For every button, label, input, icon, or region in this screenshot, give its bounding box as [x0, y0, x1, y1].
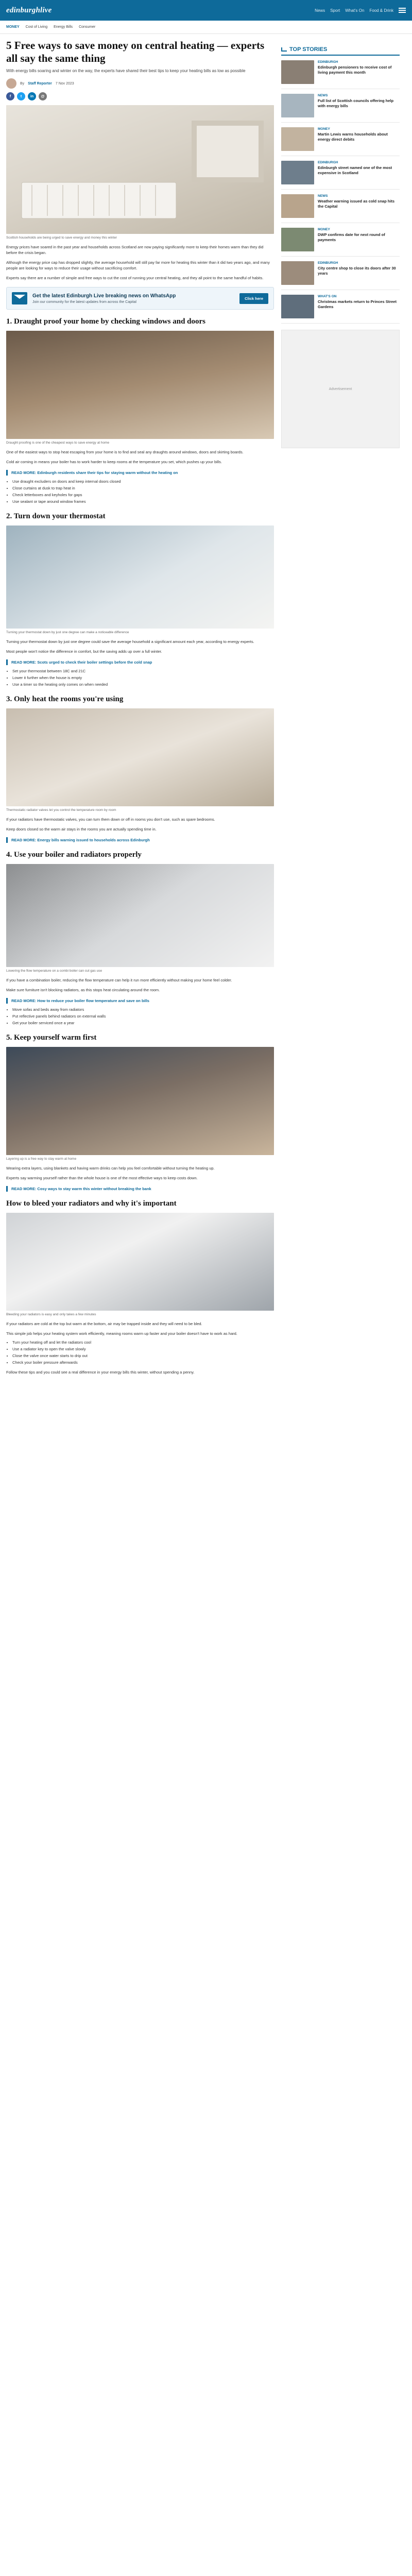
section-caption: Turning your thermostat down by just one degree can make a noticeable difference [6, 631, 129, 634]
header-nav [315, 8, 406, 13]
sidebar-title [281, 46, 400, 56]
section-heading: 2. Turn down your thermostat [6, 512, 106, 520]
intro-paragraph: Although the energy price cap has dropped slightly, the average household will still pay far more for heating this winter than it did two years ago, and many people are looking for ways to reduce their usage without sacrificing comfort. [6, 260, 270, 270]
menu-icon[interactable] [399, 8, 406, 13]
read-more-link[interactable]: READ MORE: How to reduce your boiler flow temperature and save on bills [6, 998, 274, 1004]
subnav-item[interactable]: Energy Bills [54, 25, 73, 29]
nav-link-food[interactable]: Food & Drink [369, 8, 393, 13]
tips-list [6, 479, 274, 504]
section-paragraph: Most people won't notice the difference in comfort, but the saving adds up over a full winter. [6, 649, 162, 654]
story-tag[interactable]: EDINBURGH [318, 261, 338, 265]
section-figure [6, 708, 274, 812]
tips-list-item: • Use sealant or tape around window frames [12, 499, 274, 504]
story-thumbnail[interactable] [281, 295, 314, 318]
section-heading: How to bleed your radiators and why it's important [6, 1199, 177, 1208]
section-caption: Draught proofing is one of the cheapest ways to save energy at home [6, 441, 110, 445]
story-headline[interactable]: Edinburgh pensioners to receive cost of living payment this month [318, 65, 392, 75]
sidebar [281, 37, 400, 1375]
section-heading: 1. Draught proof your home by checking windows and doors [6, 317, 206, 326]
twitter-share-icon[interactable]: t [17, 92, 25, 100]
story-headline[interactable]: Martin Lewis warns households about energy direct debits [318, 132, 388, 142]
section-paragraph: Turning your thermostat down by just one degree could save the average household a significant amount each year, according to energy experts. [6, 639, 254, 644]
section-image [6, 1213, 274, 1311]
story-text [318, 161, 400, 184]
story-thumbnail[interactable] [281, 60, 314, 84]
intro-paragraph: Energy prices have soared in the past year and households across Scotland are now paying significantly more to keep their homes warm than they did before the crisis began. [6, 245, 264, 255]
hero-image [6, 105, 274, 234]
section-caption: Bleeding your radiators is easy and only takes a few minutes [6, 1313, 96, 1316]
story-text [318, 295, 400, 318]
story-thumbnail[interactable] [281, 194, 314, 218]
story-tag[interactable]: EDINBURGH [318, 60, 338, 64]
site-header [0, 0, 412, 21]
trending-icon [281, 47, 287, 52]
story-headline[interactable]: Christmas markets return to Princes Street Gardens [318, 299, 397, 309]
promo-title: Get the latest Edinburgh Live breaking news on WhatsApp [32, 293, 176, 299]
story-tag[interactable]: NEWS [318, 94, 328, 97]
tips-list-item: • Set your thermostat between 18C and 21C [12, 668, 274, 674]
sidebar-story[interactable] [281, 161, 400, 190]
sub-navigation [0, 21, 412, 34]
tips-list [6, 668, 274, 687]
ad-label: Advertisement [329, 387, 352, 391]
tips-list-item: • Turn your heating off and let the radiators cool [12, 1340, 274, 1345]
closing-paragraph: Follow these tips and you could see a real difference in your energy bills this winter, without spending a penny. [6, 1370, 195, 1375]
tips-list-item: • Put reflective panels behind radiators on external walls [12, 1013, 274, 1019]
story-thumbnail[interactable] [281, 127, 314, 151]
section-image [6, 708, 274, 806]
story-headline[interactable]: Edinburgh street named one of the most expensive in Scotland [318, 165, 392, 175]
section-paragraph: If your radiators are cold at the top but warm at the bottom, air may be trapped inside and they will need to be bled. [6, 1321, 202, 1326]
tips-list-item: • Use a timer so the heating only comes on when needed [12, 682, 274, 687]
story-tag[interactable]: NEWS [318, 194, 328, 198]
article-standfirst: With energy bills soaring and winter on the way, the experts have shared their best tips to keep your heating bills as low as possible [6, 69, 246, 73]
tips-list [6, 1340, 274, 1365]
sidebar-title-text: TOP STORIES [289, 46, 328, 53]
whatsapp-promo [6, 287, 274, 310]
advertisement[interactable] [281, 330, 400, 448]
section-figure [6, 1213, 274, 1317]
section-image [6, 864, 274, 967]
story-text [318, 261, 400, 285]
promo-text [32, 293, 176, 304]
read-more-link[interactable]: READ MORE: Scots urged to check their boiler settings before the cold snap [6, 659, 274, 665]
nav-link-news[interactable]: News [315, 8, 325, 13]
story-text [318, 94, 400, 117]
story-tag[interactable]: MONEY [318, 228, 330, 231]
read-more-link[interactable]: READ MORE: Energy bills warning issued to households across Edinburgh [6, 837, 274, 843]
tips-list-item: • Move sofas and beds away from radiators [12, 1007, 274, 1012]
story-thumbnail[interactable] [281, 261, 314, 285]
tips-list-item: • Get your boiler serviced once a year [12, 1020, 274, 1026]
email-share-icon[interactable]: @ [39, 92, 47, 100]
story-tag[interactable]: EDINBURGH [318, 161, 338, 164]
tips-list-item: • Lower it further when the house is empty [12, 675, 274, 681]
section-paragraph: Cold air coming in means your boiler has to work harder to keep rooms at the temperature you set, which pushes up your bills. [6, 460, 222, 464]
tips-list-item: • Check your boiler pressure afterwards [12, 1360, 274, 1365]
linkedin-share-icon[interactable]: in [28, 92, 36, 100]
article-title: 5 Free ways to save money on central heating — experts all say the same thing [6, 39, 265, 64]
read-more-link[interactable]: READ MORE: Cosy ways to stay warm this winter without breaking the bank [6, 1186, 274, 1192]
section-heading: 3. Only heat the rooms you're using [6, 695, 124, 703]
tips-list [6, 1007, 274, 1026]
sidebar-story[interactable] [281, 228, 400, 257]
subnav-item[interactable]: Cost of Living [25, 25, 48, 29]
article [6, 37, 274, 1375]
section-image [6, 1047, 274, 1155]
author-avatar [6, 78, 16, 89]
section-paragraph: Experts say warming yourself rather than the whole house is one of the most effective ways to keep costs down. [6, 1176, 198, 1180]
facebook-share-icon[interactable]: f [6, 92, 14, 100]
story-headline[interactable]: Full list of Scottish councils offering help with energy bills [318, 98, 394, 108]
story-headline[interactable]: DWP confirms date for next round of payments [318, 232, 385, 242]
section-paragraph: Make sure furniture isn't blocking radiators, as this stops heat circulating around the room. [6, 988, 160, 992]
section-caption: Lowering the flow temperature on a combi boiler can cut gas use [6, 969, 102, 973]
story-tag[interactable]: WHAT'S ON [318, 295, 337, 298]
sidebar-story[interactable] [281, 295, 400, 324]
promo-button[interactable]: Click here [239, 293, 268, 304]
nav-link-sport[interactable]: Sport [330, 8, 340, 13]
sidebar-story[interactable] [281, 261, 400, 290]
author-name[interactable]: Staff Reporter [28, 81, 52, 86]
nav-link-whats-on[interactable]: What's On [345, 8, 365, 13]
tips-list-item: • Use draught excluders on doors and keep internal doors closed [12, 479, 274, 484]
section-paragraph: Wearing extra layers, using blankets and having warm drinks can help you feel comfortable without turning the heating up. [6, 1166, 215, 1171]
content-area [0, 34, 412, 1375]
section-figure [6, 331, 274, 445]
subnav-item[interactable]: Consumer [79, 25, 96, 29]
section-paragraph: Keep doors closed so the warm air stays in the rooms you are actually spending time in. [6, 827, 157, 832]
tips-list-item: • Close curtains at dusk to trap heat in [12, 485, 274, 491]
sidebar-story[interactable] [281, 94, 400, 123]
section-heading: 4. Use your boiler and radiators properly [6, 851, 142, 859]
story-text [318, 60, 400, 84]
story-thumbnail[interactable] [281, 228, 314, 251]
story-thumbnail[interactable] [281, 161, 314, 184]
section-caption: Layering up is a free way to stay warm at home [6, 1157, 77, 1161]
section-heading: 5. Keep yourself warm first [6, 1033, 97, 1042]
story-thumbnail[interactable] [281, 94, 314, 117]
story-headline[interactable]: City centre shop to close its doors after 30 years [318, 266, 396, 276]
subnav-section-tag[interactable]: MONEY [6, 25, 20, 29]
section-figure [6, 1047, 274, 1161]
tips-list-item: • Close the valve once water starts to drip out [12, 1353, 274, 1359]
section-image [6, 331, 274, 439]
section-figure [6, 526, 274, 635]
mail-icon [12, 292, 27, 304]
sidebar-story[interactable] [281, 194, 400, 223]
sidebar-story[interactable] [281, 127, 400, 156]
tips-list-item: • Check letterboxes and keyholes for gaps [12, 492, 274, 498]
intro-paragraph: Experts say there are a number of simple and free ways to cut the cost of running your central heating, and they all point to the same handful of habits. [6, 276, 264, 280]
story-text [318, 228, 400, 251]
publish-date: 7 Nov 2023 [55, 81, 74, 86]
story-text [318, 194, 400, 218]
section-paragraph: If your radiators have thermostatic valves, you can turn them down or off in rooms you don't use, such as spare bedrooms. [6, 817, 215, 822]
share-buttons [6, 92, 274, 100]
hero-figure [6, 105, 274, 240]
sidebar-list [281, 60, 400, 324]
sidebar-story[interactable] [281, 60, 400, 89]
site-logo[interactable]: edinburghlive [6, 6, 52, 14]
section-paragraph: This simple job helps your heating system work efficiently, meaning rooms warm up faster and your boiler doesn't have to work as hard. [6, 1331, 237, 1336]
hero-caption: Scottish households are being urged to save energy and money this winter [6, 236, 117, 240]
section-caption: Thermostatic radiator valves let you control the temperature room by room [6, 808, 116, 812]
byline-prefix: By [20, 81, 25, 86]
section-paragraph: One of the easiest ways to stop heat escaping from your home is to find and seal any draughts around windows, doors and skirting boards. [6, 450, 244, 454]
read-more-link[interactable]: READ MORE: Edinburgh residents share their tips for staying warm without the heating on [6, 470, 274, 476]
tips-list-item: • Use a radiator key to open the valve slowly [12, 1346, 274, 1352]
section-image [6, 526, 274, 629]
article-sections [6, 317, 274, 1365]
byline [6, 78, 274, 89]
story-headline[interactable]: Weather warning issued as cold snap hits the Capital [318, 199, 395, 209]
promo-subtitle: Join our community for the latest updates from across the Capital [32, 300, 136, 304]
story-text [318, 127, 400, 151]
section-figure [6, 864, 274, 973]
section-paragraph: If you have a combination boiler, reducing the flow temperature can help it run more efficiently without making your home feel colder. [6, 978, 232, 982]
story-tag[interactable]: MONEY [318, 127, 330, 131]
